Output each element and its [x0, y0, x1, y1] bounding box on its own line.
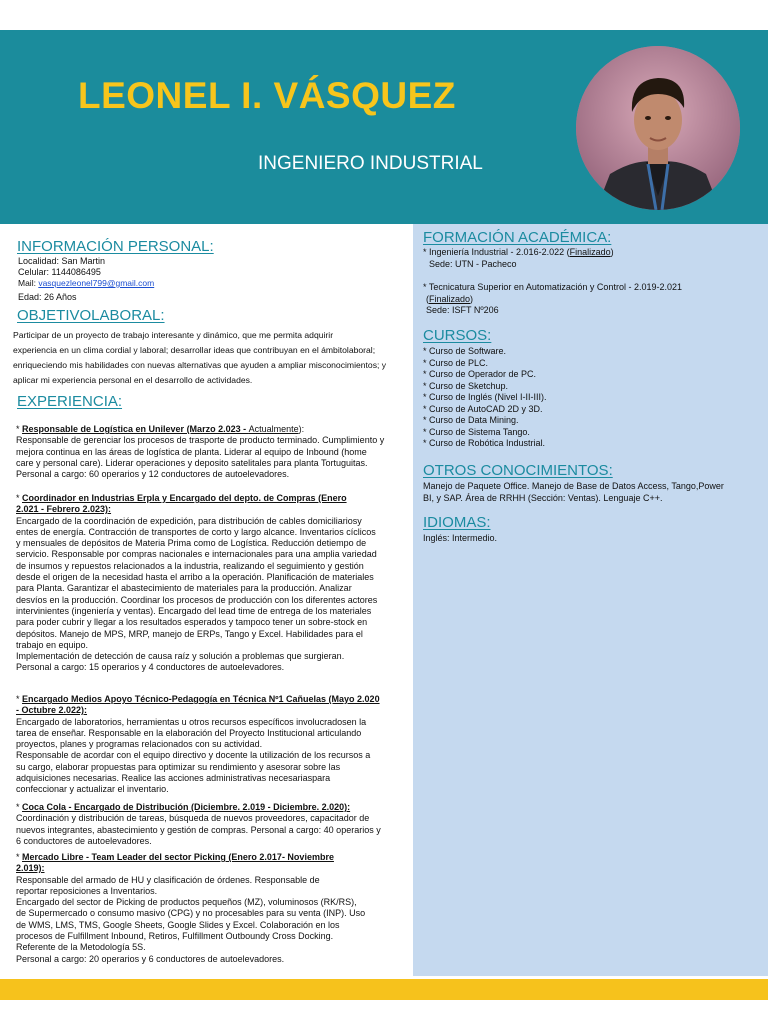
job-line: Personal a cargo: 60 operarios y 12 conductores de autoelevadores.: [16, 469, 290, 480]
profile-photo-image: [576, 46, 740, 210]
job-line: Coordinación y distribución de tareas, búsqueda de nuevos proveedores, capacitador de: [16, 813, 370, 824]
job-title: * Coca Cola - Encargado de Distribución (Diciembre. 2.019 - Diciembre. 2.020):: [16, 802, 351, 812]
job-line: Encargado de la coordinación de expedición, para distribución de cables domiciliariosy: [16, 515, 362, 526]
job-line: care y personal care). Liderar operaciones y deposito satelitales para planta Tortuguitas.: [16, 457, 368, 468]
profession-title: INGENIERO INDUSTRIAL: [258, 153, 483, 174]
personal-phone: Celular: 1144086495: [18, 267, 101, 277]
job-line: Personal a cargo: 20 operarios y 6 conductores de autoelevadores.: [16, 953, 285, 964]
job-line: intervinientes (ingeniería y ventas). Encargado del lead time de entrega de los materiales: [16, 605, 372, 616]
job-line: de Supermercado o consumo masivo (CPG) y no procesables para su venta (INP). Uso: [16, 908, 366, 919]
job-line: tarea de enseñar. Responsable en la elaboración del Proyecto Institucional articulando: [16, 727, 362, 738]
job-title-cont: - Octubre 2.022):: [16, 705, 88, 716]
list-item: * Curso de Sketchup.: [423, 380, 509, 391]
job-line: para Planta. Garantizar el abastecimiento de materiales para la producción. Analizar: [16, 583, 352, 594]
job-line: trabajo en equipo.: [16, 639, 89, 650]
job-line: Encargado del sector de Picking de productos pequeños (MZ), voluminosos (RK/RS),: [16, 897, 357, 908]
objective-line: aplicar mi experiencia personal en el desarrollo de actividades.: [13, 375, 253, 385]
job-line: Responsable de acordar con el equipo directivo y docente la utilización de los recursos a: [16, 750, 371, 761]
education-item-tecnicatura: * Tecnicatura Superior en Automatización y Control - 2.019-2.021 (Finalizado) Sede: ISFT Nº206: [423, 282, 763, 317]
section-title-languages: IDIOMAS:: [423, 514, 491, 531]
list-item: * Curso de Operador de PC.: [423, 369, 537, 379]
personal-locality: Localidad: San Martin: [18, 256, 106, 266]
mail-link[interactable]: vasquezleonel799@gmail.com: [38, 278, 155, 288]
education-sede: Sede: ISFT Nº206: [426, 305, 499, 315]
footer-bottom: [0, 1000, 768, 1024]
job-line: Responsable de gerenciar los procesos de trasporte de producto terminado. Cumplimiento y: [16, 435, 385, 446]
job-title: * Mercado Libre - Team Leader del sector Picking (Enero 2.017- Noviembre: [16, 852, 334, 862]
job-erpla: [16, 493, 408, 674]
job-title: * Responsable de Logística en Unilever (Marzo 2.023 - Actualmente):: [16, 424, 305, 434]
job-line: mejora continua en las áreas de logística de planta. Liderar al equipo de Inbound (home: [16, 446, 367, 457]
job-line: reportar reposiciones a Inventarios.: [16, 885, 158, 896]
section-title-other: OTROS CONOCIMIENTOS:: [423, 462, 613, 479]
list-item: * Curso de PLC.: [423, 357, 489, 368]
job-line: nuevos integrantes, abastecimiento y gestión de compras. Personal a cargo: 40 operarios y: [16, 824, 381, 835]
job-line: 6 conductores de autoelevadores.: [16, 835, 152, 846]
footer-bar: [0, 979, 768, 1000]
list-item: * Curso de Sistema Tango.: [423, 426, 530, 437]
job-unilever: [16, 424, 408, 480]
job-line: desvíos en la producción. Coordinar los procesos de producción con los diferentes actores: [16, 594, 378, 605]
job-line: para poder cubrir y llegar a los resultados esperados y tampoco tener un sobre-stock en: [16, 617, 368, 628]
top-strip: [0, 0, 768, 30]
list-item: * Curso de Robótica Industrial.: [423, 438, 546, 448]
job-line: confeccionar y actualizar el inventario.: [16, 784, 169, 795]
list-item: * Curso de AutoCAD 2D y 3D.: [423, 403, 543, 414]
job-line: Encargado de laboratorios, herramientas u otros recursos específicos involucradosen la: [16, 716, 367, 727]
languages-text: Inglés: Intermedio.: [423, 533, 498, 543]
objective-line: Participar de un proyecto de trabajo interesante y dinámico, que me permita adquirir: [13, 330, 334, 340]
objective-text: [13, 328, 408, 388]
job-line: entes de energía. Contracción de transportes de corto y largo alcance. Inventarios cíclicos: [16, 526, 376, 537]
job-line: de insumos y repuestos relacionados a la industria, realizando el seguimiento y gestión: [16, 560, 364, 571]
section-title-objective: OBJETIVOLABORAL:: [17, 307, 165, 324]
job-line: desde el origen de la necesidad hasta el arribo a la operación. Planificación de materiales: [16, 572, 374, 583]
education-item-ingenieria: * Ingeniería Industrial - 2.016-2.022 (Finalizado) Sede: UTN - Pacheco: [423, 247, 763, 270]
section-title-education: FORMACIÓN ACADÉMICA:: [423, 229, 612, 246]
other-knowledge-text: Manejo de Paquete Office. Manejo de Base de Datos Access, Tango,Power BI, y SAP. Área de RRHH (Sección: Ventas). Lenguaje C++.: [423, 481, 724, 503]
job-tecnica-canuelas: [16, 694, 408, 796]
list-item: * Curso de Data Mining.: [423, 415, 519, 425]
courses-list: [423, 346, 763, 450]
job-line: Referente de la Metodología 5S.: [16, 942, 146, 953]
job-title-cont: 2.019):: [16, 863, 45, 874]
list-item: * Curso de Inglés (Nivel I-II-III).: [423, 392, 547, 402]
job-mercado-libre: [16, 852, 408, 965]
section-title-experience: EXPERIENCIA:: [17, 393, 123, 410]
objective-line: experiencia en un clima cordial y laboral; desarrollar ideas que contribuyan en el ámbitolaboral;: [13, 345, 376, 355]
personal-mail: [18, 278, 154, 290]
job-coca-cola: [16, 802, 408, 847]
section-title-courses: CURSOS:: [423, 327, 492, 344]
job-line: de WMS, LMS, TMS, Google Sheets, Google Slides y Excel. Colaboración en los: [16, 919, 340, 930]
job-line: su cargo, elaborar propuestas para optimizar su rendimiento y asesorar sobre las: [16, 761, 341, 772]
job-title: * Coordinador en Industrias Erpla y Encargado del depto. de Compras (Enero: [16, 493, 347, 503]
job-line: Personal a cargo: 15 operarios y 4 conductores de autoelevadores.: [16, 662, 285, 673]
list-item: * Curso de Software.: [423, 346, 507, 356]
education-sede: Sede: UTN - Pacheco: [429, 258, 517, 269]
person-name: LEONEL I. VÁSQUEZ: [78, 75, 456, 116]
job-line: procesos de Fulfillment Inbound, Retiros, Fulfillment Outboundy Cross Docking.: [16, 931, 334, 942]
job-line: adquisiciones necesarias. Realice las acciones administrativas necesariaspara: [16, 773, 331, 784]
job-line: y mensuales de depósitos de Materia Prima como de Logística. Reducción detiempo de: [16, 538, 367, 549]
personal-age: Edad: 26 Años: [18, 292, 77, 302]
job-line: Implementación de detección de causa raíz y solución a problemas que surgieran.: [16, 651, 345, 662]
section-title-personal: INFORMACIÓN PERSONAL:: [17, 238, 214, 255]
job-line: Responsable del armado de HU y clasificación de órdenes. Responsable de: [16, 874, 320, 885]
profile-photo: [576, 46, 740, 210]
job-line: servicio. Responsable por compras nacionales e internacionales para una amplia variedad: [16, 549, 377, 560]
mail-label: Mail:: [18, 278, 39, 288]
job-line: proyectos, planes y programas relacionados con su actividad.: [16, 739, 263, 750]
job-line: depósitos. Manejo de MPS, MRP, manejo de ERPs, Tango y Excel. Habilidades para el: [16, 628, 363, 639]
job-title: * Encargado Medios Apoyo Técnico-Pedagogía en Técnica Nº1 Cañuelas (Mayo 2.020: [16, 694, 380, 704]
header-banner: [0, 30, 768, 224]
job-title-cont: 2.021 - Febrero 2.023):: [16, 504, 112, 515]
objective-line: enriqueciendo mis habilidades con nuevas alternativas que ayuden a ampliar misconocimientos; y: [13, 360, 387, 370]
